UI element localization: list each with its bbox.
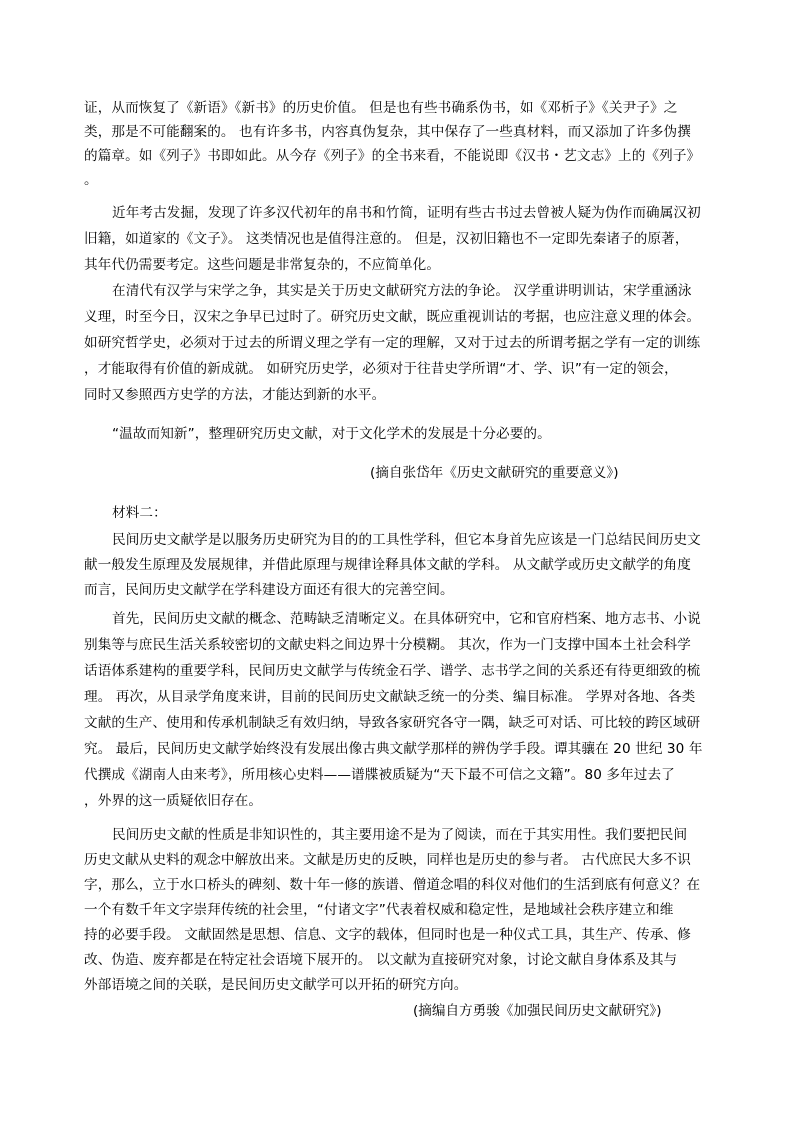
text-line: 近年考古发掘，发现了许多汉代初年的帛书和竹简，证明有些古书过去曾被人疑为伪作而确属汉初: [112, 205, 701, 221]
text-line: 持的必要手段。 文献固然是思想、信息、文字的载体，但同时也是一种仪式工具，其生产、传承、修: [84, 927, 691, 943]
text-line: 的篇章。如《列子》书即如此。从今存《列子》的全书来看，不能说即《汉书・艺文志》上的《列子》: [84, 148, 701, 164]
text-line: 民间历史文献学是以服务历史研究为目的的工具性学科，但它本身首先应该是一门总结民间历史文: [112, 532, 701, 548]
text-line: ，外界的这一质疑依旧存在。: [84, 793, 263, 809]
part1-text: [84, 96, 711, 408]
text-line: 。: [84, 172, 98, 188]
text-line: 别集等与庶民生活关系较密切的文献史料之间边界十分模糊。 其次，作为一门支撑中国本土社会科学: [84, 637, 691, 653]
text-line: 话语体系建构的重要学科，民间历史文献学与传统金石学、谱学、志书学之间的关系还有待更细致的梳: [84, 663, 701, 679]
text-line: 证，从而恢复了《新语》《新书》的历史价值。 但是也有些书确系伪书，如《邓析子》《关尹子》之: [84, 100, 678, 116]
text-line: 一个有数千年文字崇拜传统的社会里，“付诸文字”代表着权威和稳定性，是地域社会秩序建立和维: [84, 902, 674, 918]
text-line: 其年代仍需要考定。这些问题是非常复杂的，不应简单化。: [84, 257, 441, 273]
text-line: 义理，时至今日，汉宋之争早已过时了。研究历史文献，既应重视训诂的考据，也应注意义理的体会。: [84, 309, 701, 325]
text-line: 文献的生产、使用和传承机制缺乏有效归纳，导致各家研究各守一隅，缺乏可对话、可比较的跨区域研: [84, 715, 701, 731]
text-line: 改、伪造、废弃都是在特定社会语境下展开的。 以文献为直接研究对象，讨论文献自身体系及其与: [84, 952, 678, 968]
text-line: 历史文献从史料的观念中解放出来。文献是历史的反映，同样也是历史的参与者。 古代庶民大多不识: [84, 852, 691, 868]
text-line: 民间历史文献的性质是非知识性的，其主要用途不是为了阅读，而在于其实用性。我们要把民间: [112, 827, 688, 843]
section-heading: 材料二：: [112, 505, 167, 521]
source-citation-2: (摘编自方勇骏《加强民间历史文献研究》): [413, 1003, 662, 1019]
text-line: 字，那么，立于水口桥头的碑刻、数十年一修的族谱、僧道念唱的科仪对他们的生活到底有何意义？在: [84, 877, 701, 893]
source-citation-1: (摘自张岱年《历史文献研究的重要意义》): [370, 465, 619, 481]
text-line: 代撰成《湖南人由来考》，所用核心史料——谱牒被质疑为“天下最不可信之文籍”。80 多年过去了: [84, 767, 675, 783]
text-line: 旧籍，如道家的《文子》。 这类情况也是值得注意的。 但是，汉初旧籍也不一定即先秦诸子的原著，: [84, 231, 689, 247]
text-line: 类，那是不可能翻案的。 也有许多书，内容真伪复杂，其中保存了一些真材料，而又添加了许多伪撰: [84, 124, 691, 140]
text-line: 首先，民间历史文献的概念、范畴缺乏清晰定义。在具体研究中，它和官府档案、地方志书、小说: [112, 611, 701, 627]
text-line: “温故而知新”，整理研究历史文献，对于文化学术的发展是十分必要的。: [112, 426, 551, 442]
part1-last: [84, 422, 711, 446]
text-line: 同时又参照西方史学的方法，才能达到新的水平。: [84, 387, 386, 403]
text-line: 而言，民间历史文献学在学科建设方面还有很大的完善空间。: [84, 582, 454, 598]
text-line: 理。 再次，从目录学角度来讲，目前的民间历史文献缺乏统一的分类、编目标准。 学界对各地、各类: [84, 689, 696, 705]
text-line: ，才能取得有价值的新成就。 如研究历史学，必须对于往昔史学所谓“才、学、识”有一定的领会，: [84, 361, 678, 377]
text-line: 究。 最后，民间历史文献学始终没有发展出像古典文献学那样的辨伪学手段。谭其骧在 20 世纪 30 年: [84, 741, 703, 757]
text-line: 在清代有汉学与宋学之争，其实是关于历史文献研究方法的争论。 汉学重讲明训诂，宋学重涵泳: [112, 283, 692, 299]
part2-text: [84, 528, 711, 1008]
material-heading-block: [84, 501, 711, 525]
text-line: 外部语境之间的关联，是民间历史文献学可以开拓的研究方向。: [84, 977, 468, 993]
text-line: 如研究哲学史，必须对于过去的所谓义理之学有一定的理解，又对于过去的所谓考据之学有一定的训练: [84, 335, 701, 351]
text-line: 献一般发生原理及发展规律，并借此原理与规律诠释具体文献的学科。 从文献学或历史文献学的角度: [84, 557, 691, 573]
